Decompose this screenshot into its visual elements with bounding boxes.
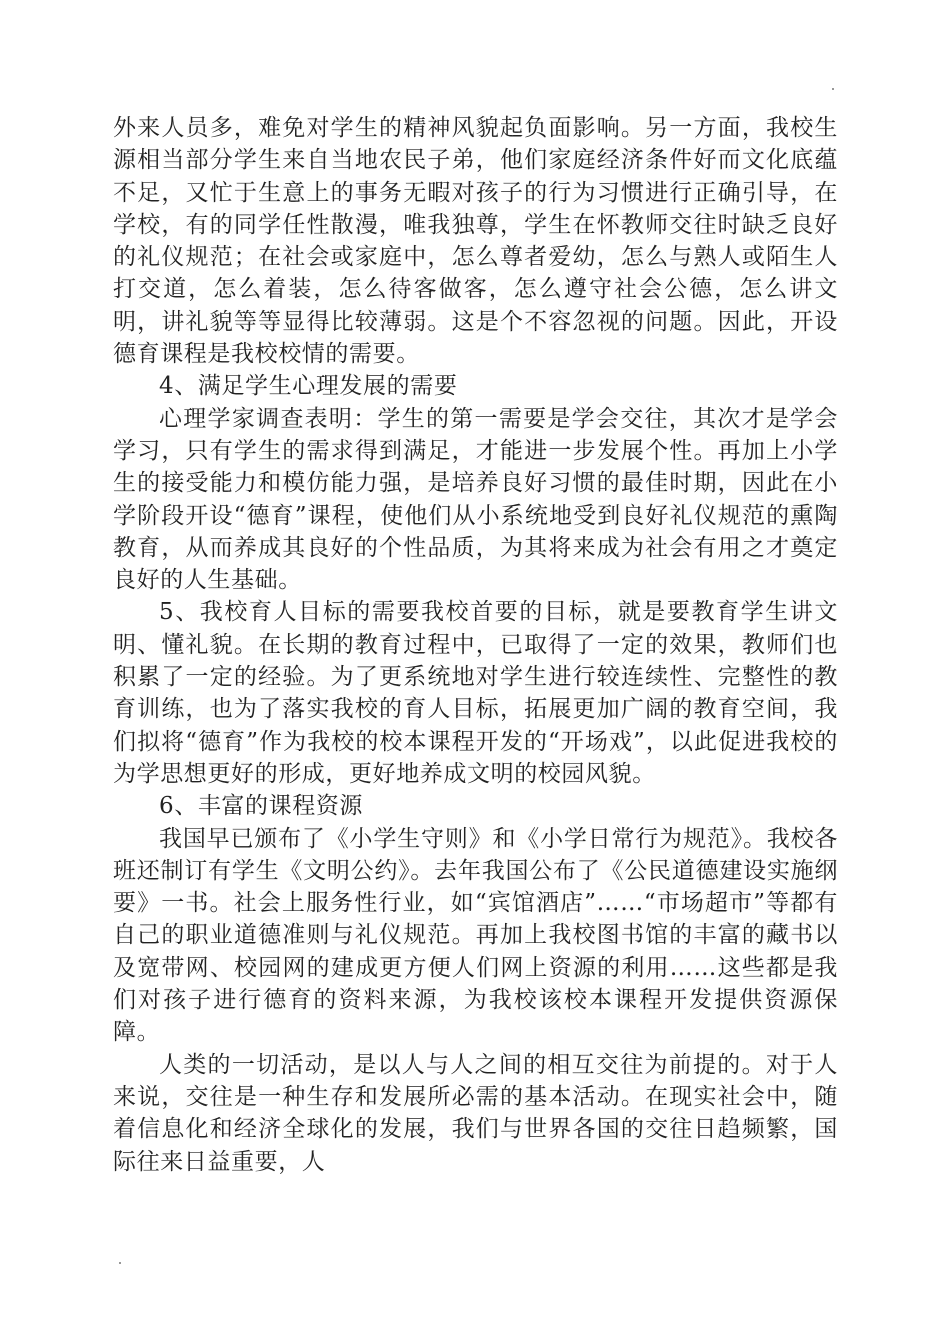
paragraph-resources: 我国早已颁布了《小学生守则》和《小学日常行为规范》。我校各班还制订有学生《文明公约》。去年我国公布了《公民道德建设实施纲要》一书。社会上服务性行业，如“宾馆酒店”……“市场超市”等都有自己的职业道德准则与礼仪规范。再加上我校图书馆的丰富的藏书以及宽带网、校园网的建成更方便人们网上资源的利用……这些都是我们对孩子进行德育的资料来源，为我校该校本课程开发提供资源保障。 [113,825,838,1046]
paragraph-continuation: 外来人员多，难免对学生的精神风貌起负面影响。另一方面，我校生源相当部分学生来自当地农民子弟，他们家庭经济条件好而文化底蕴不足，又忙于生意上的事务无暇对孩子的行为习惯进行正确引导，在学校，有的同学任性散漫，唯我独尊，学生在怀教师交往时缺乏良好的礼仪规范；在社会或家庭中，怎么尊者爱幼，怎么与熟人或陌生人打交道，怎么着装，怎么待客做客，怎么遵守社会公德，怎么讲文明，讲礼貌等等显得比较薄弱。这是个不容忽视的问题。因此，开设德育课程是我校校情的需要。 [113,115,838,368]
paragraph-psychology: 心理学家调查表明：学生的第一需要是学会交往，其次才是学会学习，只有学生的需求得到满足，才能进一步发展个性。再加上小学生的接受能力和模仿能力强，是培养良好习惯的最佳时期，因此在小学阶段开设“德育”课程，使他们从小系统地受到良好礼仪规范的熏陶教育，从而养成其良好的个性品质，为其将来成为社会有用之才奠定良好的人生基础。 [113,405,838,594]
paragraph-human-activity: 人类的一切活动，是以人与人之间的相互交往为前提的。对于人来说，交往是一种生存和发展所必需的基本活动。在现实社会中，随着信息化和经济全球化的发展，我们与世界各国的交往日趋频繁，国际往来日益重要，人 [113,1051,838,1175]
paragraph-section-5: 5、我校育人目标的需要我校首要的目标，就是要教育学生讲文明、懂礼貌。在长期的教育过程中，已取得了一定的效果，教师们也积累了一定的经验。为了更系统地对学生进行较连续性、完整性的教育训练，也为了落实我校的育人目标，拓展更加广阔的教育空间，我们拟将“德育”作为我校的校本课程开发的“开场戏”，以此促进我校的为学思想更好的形成，更好地养成文明的校园风貌。 [113,599,838,787]
section-heading-4: 4、满足学生心理发展的需要 [159,373,458,400]
scan-speck [119,1262,121,1264]
document-body [113,112,838,1178]
section-heading-6: 6、丰富的课程资源 [159,793,364,820]
scan-speck [832,88,834,90]
